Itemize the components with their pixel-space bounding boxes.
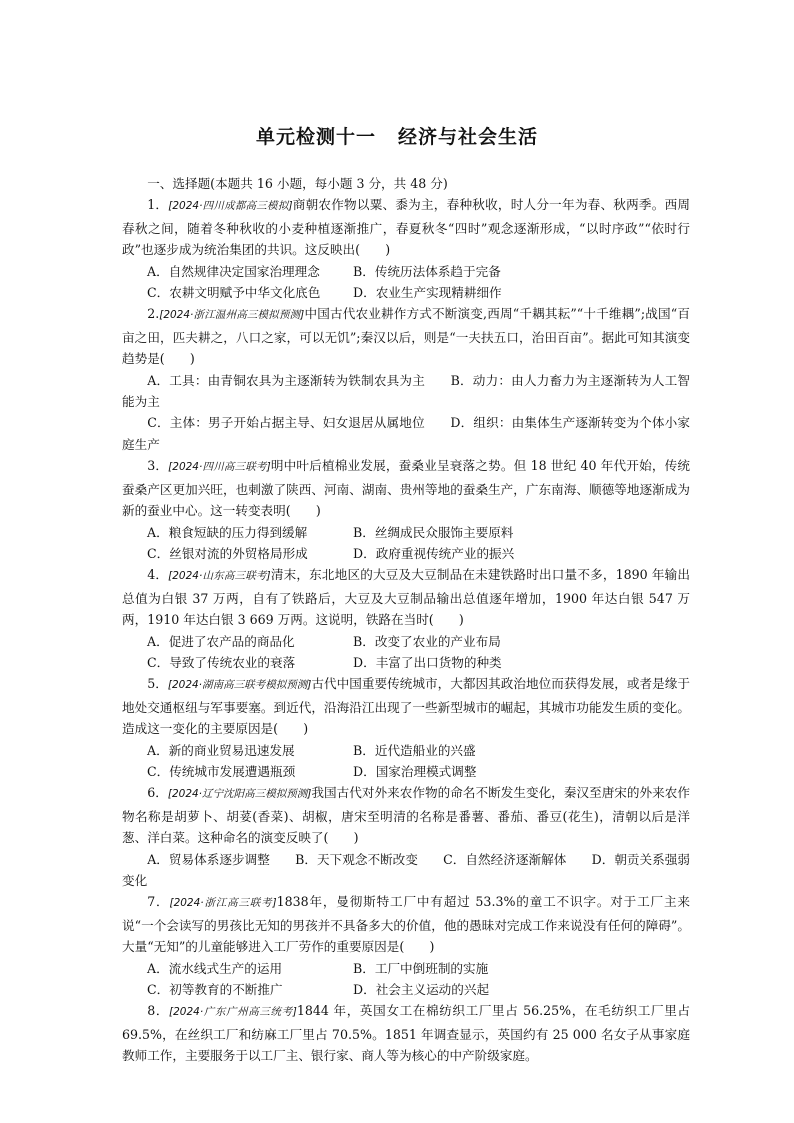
option: A．促进了农产品的商品化	[147, 633, 295, 649]
question-source: [2024·浙江高三联考]	[169, 897, 277, 910]
option: C．传统城市发展遭遇瓶颈	[147, 763, 296, 779]
option: B．近代造船业的兴盛	[353, 742, 476, 758]
question-6: 6．[2024·辽宁沈阳高三模拟预测]我国古代对外来农作物的命名不断发生变化，秦汉至唐宋的外来农作物名称是胡萝卜、胡荽(香菜)、胡椒，唐宋至明清的名称是番薯、番茄、番豆(花生)，清朝以后是洋葱、洋白菜。这种命名的演变反映了( )	[122, 785, 691, 846]
option: D．农业生产实现精耕细作	[353, 285, 502, 301]
option: D．丰富了出口货物的种类	[353, 654, 502, 670]
question-source: [2024·广东广州高三统考]	[169, 1006, 297, 1019]
option: D．社会主义运动的兴起	[353, 982, 490, 998]
option: B．改变了农业的产业布局	[353, 633, 501, 649]
option: A．自然规律决定国家治理理念	[147, 263, 320, 279]
option: A．贸易体系逐步调整 B．天下观念不断改变 C．自然经济逐渐解体 D．朝贡关系强弱变化	[122, 851, 690, 888]
options-row	[122, 761, 690, 782]
question-source: [2024·山东高三联考]	[168, 570, 271, 583]
section-heading: 一、选择题(本题共 16 小题，每小题 3 分，共 48 分)	[147, 176, 448, 191]
title-sub: 经济与社会生活	[398, 126, 539, 148]
option: C．初等教育的不断推广	[147, 982, 283, 998]
option: B．丝绸成民众服饰主要原料	[353, 524, 514, 540]
option: D．政府重视传统产业的振兴	[353, 545, 515, 561]
question-7: 7．[2024·浙江高三联考]1838年，曼彻斯特工厂中有超过 53.3%的童工不识字。对于工厂主来说“一个会读写的男孩比无知的男孩并不具备多大的价值，他的愚昧对完成工作来说没有任何的障碍”。大量“无知”的儿童能够进入工厂劳作的重要原因是( )	[122, 894, 690, 955]
option: A．粮食短缺的压力得到缓解	[147, 524, 308, 540]
options-row	[122, 261, 690, 282]
question-8: 8．[2024·广东广州高三统考]1844 年，英国女工在棉纺织工厂里占 56.25%，在毛纺织工厂里占 69.5%，在丝织工厂和纺麻工厂里占 70.5%。1851 年调查显示，英国约有 25 000 名女子从事家庭教师工作，主要服务于以工厂主、银行家、商人等为核心的中产阶级家庭。	[122, 1003, 690, 1064]
option: A．新的商业贸易迅速发展	[147, 742, 295, 758]
options-row	[122, 979, 690, 1000]
option: B．工厂中倒班制的实施	[353, 960, 489, 976]
question-5: 5．[2024·湖南高三联考模拟预测]古代中国重要传统城市，大都因其政治地位而获得发展，或者是缘于地处交通枢纽与军事要塞。到近代，沿海沿江出现了一些新型城市的崛起，其城市功能发生质的变化。造成这一变化的主要原因是( )	[122, 676, 691, 737]
page-title	[0, 122, 794, 149]
question-2: 2.[2024·浙江温州高三模拟预测]中国古代农业耕作方式不断演变,西周“千耦其耘”“十千维耦”;战国“百亩之田，匹夫耕之，八口之家，可以无饥”;秦汉以后，则是“一夫扶五口，治田百亩”。据此可知其演变趋势是( )	[122, 306, 690, 367]
question-source: [2024·四川成都高三模拟]	[168, 200, 293, 213]
option: C．丝银对流的外贸格局形成	[147, 545, 308, 561]
question-1: 1．[2024·四川成都高三模拟]商朝农作物以粟、黍为主，春种秋收，时人分一年为春、秋两季。西周春秋之间，随着冬种秋收的小麦种植逐渐推广，春夏秋冬“四时”观念逐渐形成，“以时序政”“依时行政”也逐步成为统治集团的共识。这反映出( )	[122, 197, 690, 258]
option: C．导致了传统农业的衰落	[147, 654, 296, 670]
option: A．流水线式生产的运用	[147, 960, 283, 976]
options-row	[122, 543, 690, 564]
options-row	[122, 958, 690, 979]
question-source: [2024·辽宁沈阳高三模拟预测]	[167, 788, 312, 801]
question-3: 3．[2024·四川高三联考]明中叶后植棉业发展，蚕桑业呈衰落之势。但 18 世纪 40 年代开始，传统蚕桑产区更加兴旺，也刺激了陕西、河南、湖南、贵州等地的蚕桑生产，广东南海、顺德等地逐渐成为新的蚕业中心。这一转变表明( )	[122, 458, 690, 519]
option: A．工具：由青铜农具为主逐渐转为铁制农具为主 B．动力：由人力畜力为主逐渐转为人工智能为主	[122, 372, 690, 410]
options-row	[122, 631, 690, 652]
content	[122, 173, 690, 1067]
options-row	[122, 652, 690, 673]
option: B．传统历法体系趋于完备	[353, 263, 501, 279]
options-row	[122, 282, 690, 303]
option: C．主体：男子开始占据主导、妇女退居从属地位 D．组织：由集体生产逐渐转变为个体小家庭生产	[122, 415, 690, 452]
options-row	[122, 522, 690, 543]
option: C．农耕文明赋予中华文化底色	[147, 285, 321, 301]
question-source: [2024·四川高三联考]	[168, 461, 271, 474]
option: D．国家治理模式调整	[353, 763, 477, 779]
title-main: 单元检测十一	[255, 126, 376, 148]
options-row	[122, 740, 690, 761]
question-source: [2024·浙江温州高三模拟预测]	[159, 309, 305, 322]
question-source: [2024·湖南高三联考模拟预测]	[167, 679, 312, 692]
question-4: 4．[2024·山东高三联考]清末，东北地区的大豆及大豆制品在未建铁路时出口量不多，1890 年输出总值为白银 37 万两，自有了铁路后，大豆及大豆制品输出总值逐年增加，1900 年达白银 547 万两，1910 年达白银 3 669 万两。这说明，铁路在当时( )	[122, 567, 690, 628]
